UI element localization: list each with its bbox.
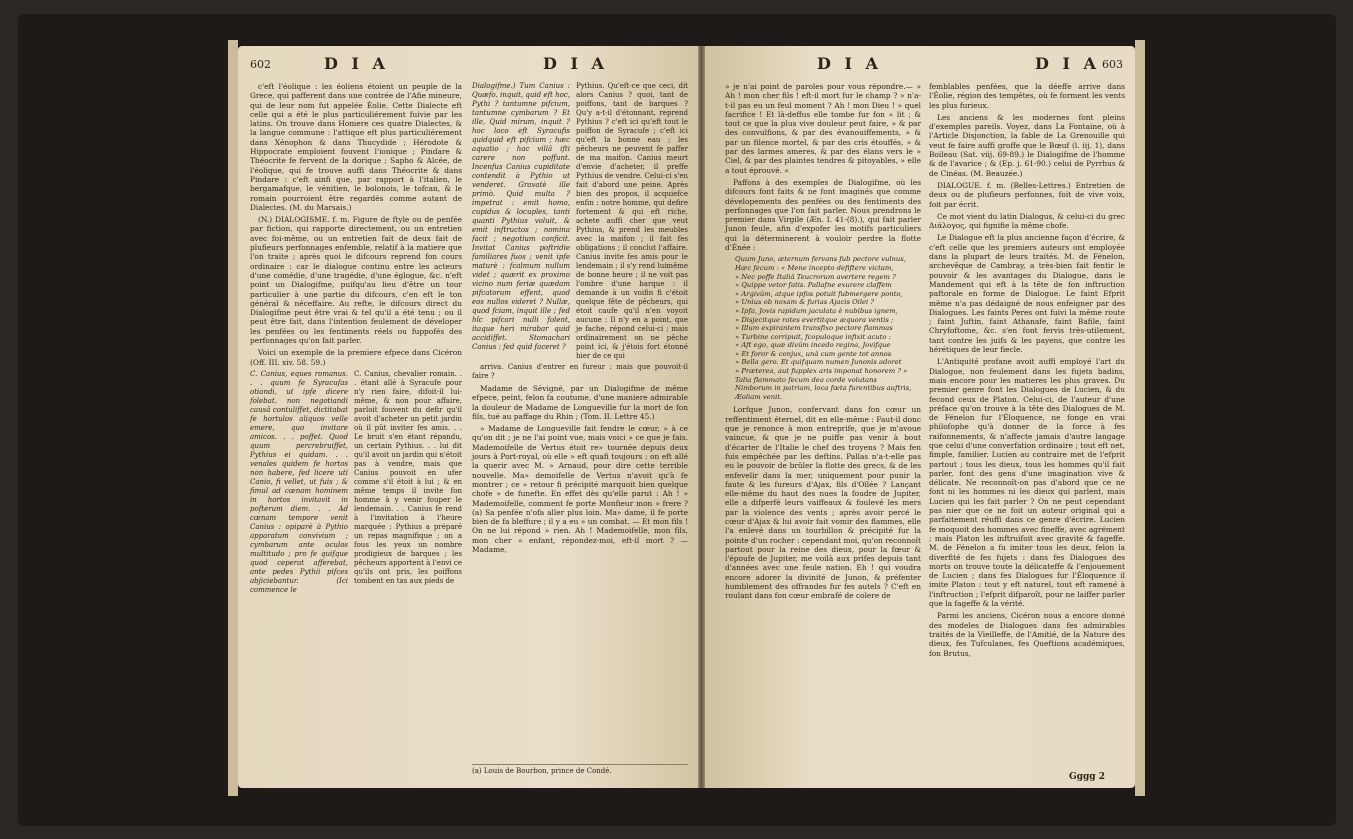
verse-line: » Turbine corripuit, fcopuloque infixit acuto : — [735, 332, 891, 341]
paragraph: Parmi les anciens, Cicéron nous a encore donné des modeles de Dialogues dans fes admirables traités de la Vieilleffe, de l'Amitié, de la Nature des dieux, fes Tufculanes, fes Queftions académiques, fon Brutus, — [929, 611, 1125, 658]
verse-line: Quum Juno, æternum fervans fub pectore vulnus, — [735, 255, 906, 264]
paragraph: (N.) DIALOGISME. f. m. Figure de ftyle ou de penfée par fiction, qui rapporte directement, ou un entretien avec foi-même, ou un entretien fait de deux fait de plufieurs perfonnages enfemble, relatif à la matiere que l'on traite ; après quoi le difcours reprend fon cours ordinaire : car le dialogue continu entre les acteurs d'une comédie, d'une tragédie, d'une églogue, &c. n'eft point un Dialogifme, puifqu'au lieu d'être un tour particulier à une partie du difcours, c'en eft le ton général & néceffaire. Au refte, le difcours direct du Dialogifme peut être vrai & tel qu'il a été tenu ; ou il peut être fait, dans l'intention feulement de déveloper les penfées ou les fentiments réels ou fuppofés des perfonnages qu'on fait parler. — [250, 215, 462, 346]
paragraph: » je n'ai point de paroles pour vous répondre.— » Ah ! mon cher fils ! eft-il mort fur le champ ? » n'a-t-il pas eu un feul moment ? Ah ! mon Dieu ! » quel facrifice ! Et là-deffus elle tombe fur fon » lit ; & tout ce que la plus vive douleur peut faire, » & par des convulfions, & par des évanouiffements, » & par un filence mortel, & par des cris étouffés, » & par des larmes ameres, & par des élans vers le » Ciel, & par des plaintes tendres & pitoyables, » elle a tout éprouvé. « — [725, 82, 921, 175]
right-column-2 — [929, 82, 1125, 772]
running-head-right: D I A — [1035, 54, 1100, 73]
gutter — [698, 46, 705, 788]
left-page-header — [238, 54, 698, 76]
right-page-edge — [1135, 40, 1145, 796]
paragraph: » Madame de Longueville fait fendre le cœur, » à ce qu'on dit ; je ne l'ai point vue, mais voici » ce que je fais. Mademoifelle de Vertus étoit re» tournée depuis deux jours à Port-royal, où elle » eft quafi toujours : on eft allé la querir avec M. » Arnaud, pour dire cette terrible nouvelle. Ma» demoifelle de Vertus n'avoit qu'à fe montrer ; ce » retour fi précipité marquoit bien quelque chofe » de funefte. En effet dès qu'elle parut : Ah ! » Mademoifelle, comment fe porte Monfieur mon » frere ? (a) Sa penfée n'ofa aller plus loin. Ma» dame, il fe porte bien de fa bleffure ; il y a eu » un combat. — Et mon fils ! On ne lui répond » rien. Ah ! Mademoifelle, mon fils, mon cher » enfant, répondez-moi, eft-il mort ? — Madame, — [472, 424, 688, 555]
paragraph: Lorfque Junon, confervant dans fon cœur un reffentiment éternel, dit en elle-même : Faut-il donc que je renonce à mon entreprife, que je m'avoue vaincue, & que je ne puiffe pas venir à bout d'écarter de l'Italie le chef des troyens ? Mais fen fuis empêchée par les deftins. Pallas n'a-t-elle pas eu le pouvoir de brûler la flotte des grecs, & de les enfevelir dans la mer, uniquement pour punir la faute & les fureurs d'Ajax, fils d'Oïlée ? Lançant elle-même du haut des nues la foudre de Jupiter, elle a difperfé leurs vaiffeaux & foulevé les mers par la violence des vents ; après avoir percé le cœur d'Ajax & lui avoir fait vomir des flammes, elle l'a enlevé dans un tourbillon & précipité fur la pointe d'un rocher : cependant moi, qu'on reconnoît partout pour la reine des dieux, pour la fœur & l'époufe de Jupiter, me voilà aux prifes depuis tant d'années avec une feule nation. Eh ! qui voudra encore adorer la divinité de Junon, & préfenter humblement des offrandes fur fes autels ? C'eft en roulant dans fon cœur embrafé de colere de — [725, 405, 921, 601]
page-number-left: 602 — [250, 58, 271, 71]
page-number-right: 603 — [1102, 58, 1123, 71]
paragraph: Les anciens & les modernes font pleins d'exemples pareils. Voyez, dans La Fontaine, où à l'Article Disjonction, la fable de La Grenouille qui veut fe faire auffi groffe que le Bœuf (l. iij. 1), dans Boileau (Sat. viij. 69-89.) le Dialogifme de l'homme & de l'avarice ; & (Ep. j. 61-90.) celui de Pyrrhus & de Cinéas. (M. Beauzée.) — [929, 112, 1125, 178]
verse-line: Nimborum in patriam, loca fœta furentibus auftris, — [735, 384, 912, 393]
paragraph: c'eft l'éolique : les éoliens étoient un peuple de la Grece, qui pafferent dans une contrée de l'Afie mineure, qui de leur nom fut appelée Éolie. Cette Dialecte eft celle qui a été le plus particuliérement fuivie par les latins. On trouve dans Homere ces quatre Dialectes, & la langue commune : l'attique eft plus particuliérement dans Xénophon & dans Thucydide ; Hérodote & Hippocrate emploient fouvent l'ionique ; Pindare & Théocrite fe fervent de la dorique ; Sapho & Alcée, de l'éolique, qui fe trouve auffi dans Théocrite & dans Pindare : c'eft ainfi que, par rapport à l'italien, le bergamafque, le vénitien, le bolonois, le tofcan, & le romain pourroient être regardés comme autant de Dialectes. (M. du Marsais.) — [250, 82, 462, 212]
verse-line: » Argivûm, atque ipfos potuit fubmergere ponto, — [735, 289, 903, 298]
verse-line: » Illum expirantem transfixo pectore flammas — [735, 324, 893, 333]
paragraph: Paffons à des exemples de Dialogifme, où les difcours font faits & ne font imaginés que comme dévelopements des penfées ou des fentiments des perfonnages que l'on fait parler. Nous prendrons le premier dans Virgile (Æn. I. 41-(8).), qui fait parler Junon feule, afin d'expofer les motifs particuliers qui la déterminerent à vouloir perdre la flotte d'Énée : — [725, 177, 921, 253]
right-page — [705, 46, 1135, 788]
french-text: C. Canius, chevalier romain. . . étant allé à Syracufe pour n'y rien faire, difoit-il lui-même, & non pour affaire, parloit fouvent du defir qu'il avoit d'acheter un petit jardin où il pût inviter fes amis. . . Le bruit s'en étant répandu, un certain Pythius. . . lui dit qu'il avoit un jardin qui n'étoit pas à vendre, mais que Canius pouvoit en ufer comme s'il étoit à lui ; & en même temps il invite fon homme à y venir fouper le lendemain. . . Canius fe rend à l'invitation à l'heure marquée : Pythius a préparé un repas magnifique ; on a fous les yeux un nombre prodigieux de barques ; les pêcheurs apportent à l'envi ce qu'ils ont pris, les poiffons tombent en tas aux pieds de — [354, 369, 462, 585]
left-column-1 — [250, 82, 462, 782]
footnote: (a) Louis de Bourbon, prince de Condé. — [472, 764, 688, 775]
verse-line: » Et foror & conjux, unâ cum gente tot annos — [735, 349, 892, 358]
paragraph: Madame de Sévigné, par un Dialogifme de même efpece, peint, felon fa coutume, d'une maniere admirable la douleur de Madame de Longueville fur la mort de fon fils, tué au paffage du Rhin ; (Tom. II. Lettre 45.) — [472, 384, 688, 421]
paragraph: femblables penfées, que la déeffe arrive dans l'Éolie, région des tempêtes, où fe forment les vents les plus furieux. — [929, 82, 1125, 110]
paragraph: Voici un exemple de la premiere efpece dans Cicéron (Off. III. xiv. 58. 59.) — [250, 348, 462, 367]
parallel-text — [472, 82, 688, 361]
paragraph: arriva. Canius d'entrer en fureur : mais que pouvoit-il faire ? — [472, 363, 688, 380]
verse-line: » Ipfa, Jovis rapidum jaculata è nubibus ignem, — [735, 306, 898, 315]
verse-line: » Quippe vetor fatis. Pallafne exurere claffem — [735, 281, 892, 290]
latin-text: Dialogifme.) Tum Canius : Quæfo, inquit, quid eft hoc, Pythi ? tantumne pifcium, tantumne cymbarum ? Et ille, Quid mirum, inquit ? hoc loco eft Syracufis quidquid eft pifcium ; hæc aquatio ; hac villâ ifti carere non poffunt. Incenfus Canius cupiditate contendit à Pythio ut venderet. Gravatè ille primò. Quid multa ? impetrat : emit homo, cupidus & locuples, tanti quanti Pythius voluit, & emit inftructos ; nomina facit ; negotium conficit. Invitat Canius poftridie familiares fuos ; venit ipfe maturè : fcalmum nullum videt ; quærit ex proximo vicino num feriæ quædam pifcatorum effent, quod eos nullos videret ? Nullæ, quod fciam, inquit ille ; fed hîc pifcari nulli folent, itaque heri mirabar quid accidiffet. Stomachari Canius : fed quid faceret ? — [472, 82, 570, 351]
left-page — [238, 46, 698, 788]
verse-line: » Bella gero. Et quifquam numen Junonis adoret — [735, 358, 902, 367]
verse-line: Talia flammato fecum dea corde volutans — [735, 375, 877, 384]
right-column-1 — [725, 82, 921, 782]
verse-line: » Unius ob noxam & furias Ajacis Oilei ? — [735, 298, 875, 307]
entry-heading: DIALOGUE. f. m. (Belles-Lettres.) Entretien de deux ou de plufieurs perfonnes, foit de vive voix, foit par écrit. — [929, 180, 1125, 209]
verse-line: » Præterea, aut fupplex aris imponat honorem ? » — [735, 367, 908, 376]
verse-line: » Nec poffe Italiâ Teucrorum avertere regem ? — [735, 272, 896, 281]
running-head-left: D I A — [817, 54, 882, 73]
parallel-text — [250, 370, 462, 595]
paragraph: Ce mot vient du latin Dialogus, & celui-ci du grec Διάλογος, qui fignifie la même chofe. — [929, 211, 1125, 231]
latin-text: C. Canius, eques romanus. . . quum fe Syracufas otiandi, ut ipfe dicere folebat, non negotiandi causâ contuliffet, dictitabat fe hortulos aliquos velle emere, quo invitare amicos. . . poffet. Quod quum percrebruiffet, Pythius ei quidam. . . venales quidem fe hortos non habere, fed licere uti Canio, fi vellet, ut fuis ; & fimul ad cœnam hominem in hortos invitavit in pofterum diem. . . Ad cœnam tempore venit Canius : opiparè à Pythio apparatum convivium ; cymbarum ante oculos multitudo ; pro fe quifque quod ceperat afferebat, ante pedes Pythii pifces abjiciebantur. (Ici commence le — [250, 369, 348, 594]
verse-block — [735, 255, 921, 401]
verse-line: » Aft ego, quæ divûm incedo regina, Jovifque — [735, 341, 891, 350]
signature-mark: Gggg 2 — [1069, 772, 1105, 782]
running-head-right: D I A — [543, 54, 608, 73]
left-column-2 — [472, 82, 688, 742]
right-page-header — [705, 54, 1135, 76]
paragraph: Le Dialogue eft la plus ancienne façon d'écrire, & c'eft celle que les premiers auteurs ont employée dans la plupart de leurs traités. M. de Fénelon, archevêque de Cambray, a très-bien fait fentir le pouvoir & les avantages du Dialogue, dans le Mandement qui eft à la tête de fon inftruction paftorale en forme de Dialogue. Le faint Efprit même n'a pas dédaigné de nous enfeigner par des Dialogues. Les faints Peres ont fuivi la même route ; faint Juftin, faint Athanafe, faint Bafile, faint Chryfoftome, &c. s'en font fervis très-utilement, tant contre les juifs & les payens, que contre les hérétiques de leur fiecle. — [929, 233, 1125, 355]
french-text: Pythius. Qu'eft-ce que ceci, dit alors Canius ? quoi, tant de poiffons, tant de barques ? Qu'y a-t-il d'étonnant, reprend Pythius ? c'eft ici qu'eft tout le poiffon de Syracufe ; c'eft ici qu'eft la bonne eau ; les pêcheurs ne peuvent fe paffer de ma maifon. Canius meurt d'envie d'acheter, il preffe Pythius de vendre. Celui-ci s'en fait d'abord une peine. Après bien des propos, il acquiefce enfin : notre homme, qui defire fortement & qui eft riche, achete auffi cher que veut Pythius, & prend les meubles avec la maifon ; il fait fes obligations ; il conclut l'affaire. Canius invite fes amis pour le lendemain ; il s'y rend luimême de bonne heure ; il ne voit pas l'ombre d'une barque : il demande à un voifin fi c'étoit quelque fête de pêcheurs, qui étoit caufe qu'il n'en voyoit aucune : Il n'y en a point, que je fache, répond celui-ci ; mais ordinairement on ne pêche point ici, & j'étois fort étonné hier de ce qui — [576, 82, 688, 360]
running-head-left: D I A — [324, 54, 389, 73]
verse-line: Hæc fecum : « Mene incepto defiftere victam, — [735, 263, 894, 272]
left-page-edge — [228, 40, 238, 796]
verse-line: Æoliam venit. — [735, 392, 783, 401]
verse-line: » Disjecitque rates evertitque æquora ventis ; — [735, 315, 894, 324]
paragraph: L'Antiquité profane avoit auffi employé l'art du Dialogue, non feulement dans les fujets badins, mais encore pour les matieres les plus graves. Du premier genre font les Dialogues de Lucien, & du fecond ceux de Platon. Celui-ci, de l'auteur d'une préface qu'on trouve à la tête des Dialogues de M. de Fénelon fur l'Éloquence, ne fonge en vrai philofophe qu'à donner de la force à fes raifonnements, & n'affecte jamais d'autre langage que celui d'une converfation ordinaire ; tout eft net, fimple, familier. Lucien au contraire met de l'efprit partout ; tous les dieux, tous les hommes qu'il fait parler, font des gens d'une imagination vive & délicate. Ne reconnoît-on pas d'abord que ce ne font ni les hommes ni les dieux qui parlent, mais Lucien qui les fait parler ? On ne peut cependant pas nier que ce ne foit un auteur original qui a parfaitement réuffi dans ce genre d'écrire. Lucien fe moquoit des hommes avec fineffe, avec agrément ; mais Platon les inftruifoit avec gravité & fageffe. M. de Fénelon a fu imiter tous les deux, felon la diverfité de fes fujets : dans fes Dialogues des morts on trouve toute la délicateffe & l'enjouement de Lucien ; dans fes Dialogues fur l'Éloquence il imite Platon : tout y eft naturel, tout eft ramené à l'inftruction ; l'efprit difparoît, pour ne laiffer parler que la fageffe & la vérité. — [929, 357, 1125, 609]
